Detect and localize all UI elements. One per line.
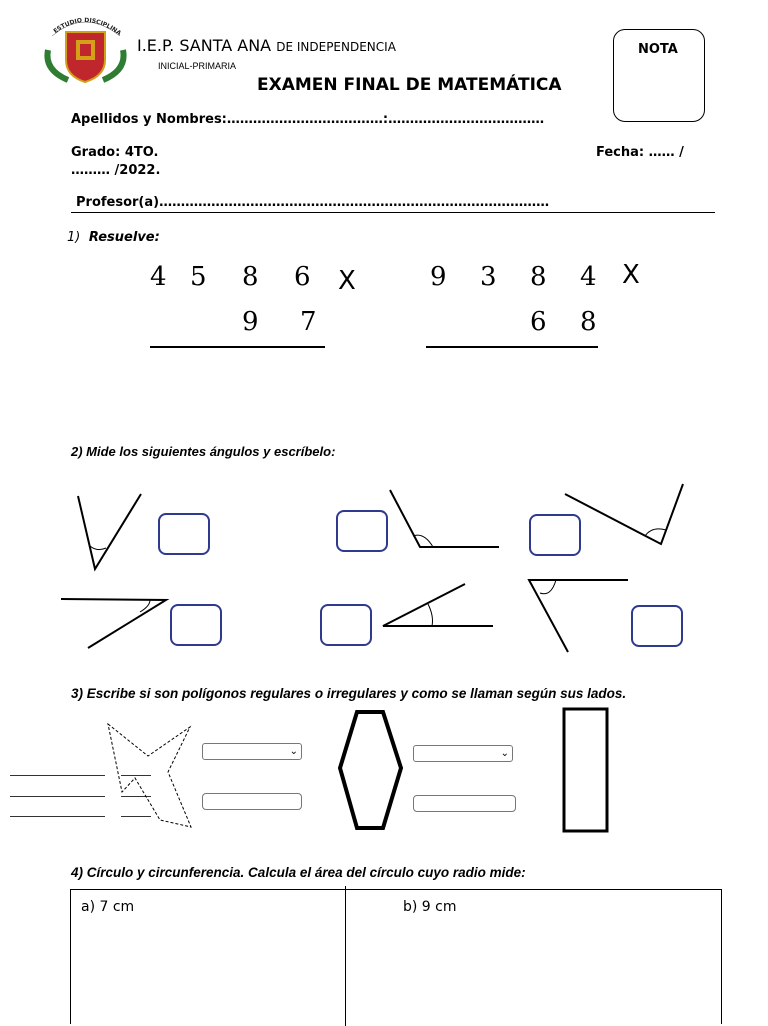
- angle-answer-box[interactable]: [320, 604, 372, 646]
- op2-bottom-digit: 8: [580, 307, 597, 337]
- svg-text:ESTUDIO DISCIPLINA SUPERACION: ESTUDIO DISCIPLINA: [52, 16, 123, 38]
- school-logo: [38, 14, 133, 86]
- rectangle-shape: [564, 709, 607, 831]
- angle-answer-box[interactable]: [529, 514, 581, 556]
- angle-4: [61, 599, 166, 648]
- polygon-type-select[interactable]: [413, 745, 513, 762]
- angle-answer-box[interactable]: [158, 513, 210, 555]
- op2-multiply-sign: X: [622, 260, 640, 290]
- grade-label: Grado: 4TO.: [71, 145, 159, 160]
- school-name-suffix: DE INDEPENDENCIA: [276, 40, 396, 54]
- school-name: [137, 36, 396, 55]
- angle-answer-box[interactable]: [631, 605, 683, 647]
- polygon-name-input[interactable]: [413, 795, 516, 812]
- irregular-polygon: [108, 724, 191, 827]
- op1-multiply-sign: X: [338, 266, 356, 296]
- teacher-label: Profesor(a)………………………………………………………………………………: [76, 195, 550, 210]
- polygon-type-select[interactable]: [202, 743, 302, 760]
- op1-top-digit: 4: [150, 262, 167, 292]
- q4-answer-table: [70, 889, 722, 1024]
- angle-3: [565, 484, 683, 544]
- q1-title-text: Resuelve:: [88, 230, 160, 245]
- q1-number: 1): [67, 230, 81, 245]
- polygons-figure: [0, 700, 768, 840]
- angle-1: [78, 494, 141, 569]
- op1-top-digit: 5: [190, 262, 207, 292]
- angle-5: [383, 584, 493, 626]
- chevron-down-icon: ⌄: [289, 746, 298, 757]
- date-label: Fecha: …… /: [596, 145, 684, 160]
- op2-top-digit: 9: [430, 262, 447, 292]
- exam-title: EXAMEN FINAL DE MATEMÁTICA: [257, 75, 562, 95]
- angle-6: [529, 580, 628, 652]
- name-field-label: Apellidos y Nombres:………………………………:………………………………: [71, 112, 545, 127]
- op2-result-line: [426, 346, 598, 348]
- op2-top-digit: 4: [580, 262, 597, 292]
- op1-top-digit: 6: [294, 262, 311, 292]
- hexagon-shape: [340, 712, 401, 828]
- op1-bottom-digit: 7: [300, 307, 317, 337]
- angle-answer-box[interactable]: [170, 604, 222, 646]
- angle-answer-box[interactable]: [336, 510, 388, 552]
- q1-title: [67, 230, 160, 245]
- op2-top-digit: 3: [480, 262, 497, 292]
- school-name-main: I.E.P. SANTA ANA: [137, 36, 272, 55]
- op1-top-digit: 8: [242, 262, 259, 292]
- angle-2: [390, 490, 499, 547]
- op2-bottom-digit: 6: [530, 307, 547, 337]
- q4-item-b: b) 9 cm: [403, 899, 457, 915]
- op1-result-line: [150, 346, 325, 348]
- q4-cell-divider: [345, 886, 346, 1026]
- q4-item-a: a) 7 cm: [81, 899, 135, 915]
- q2-title: 2) Mide los siguientes ángulos y escríbelo:: [71, 444, 336, 459]
- op1-bottom-digit: 9: [242, 307, 259, 337]
- nota-label: NOTA: [638, 42, 678, 57]
- school-levels: INICIAL-PRIMARIA: [158, 61, 237, 71]
- q4-title: 4) Círculo y circunferencia. Calcula el área del círculo cuyo radio mide:: [71, 865, 526, 880]
- polygon-name-input[interactable]: [202, 793, 302, 810]
- op2-top-digit: 8: [530, 262, 547, 292]
- header-divider: [71, 212, 715, 213]
- chevron-down-icon: ⌄: [500, 748, 509, 759]
- date-line2: ……… /2022.: [71, 163, 161, 178]
- q3-title: 3) Escribe si son polígonos regulares o irregulares y como se llaman según sus lados.: [71, 686, 627, 701]
- nota-box: [613, 29, 705, 122]
